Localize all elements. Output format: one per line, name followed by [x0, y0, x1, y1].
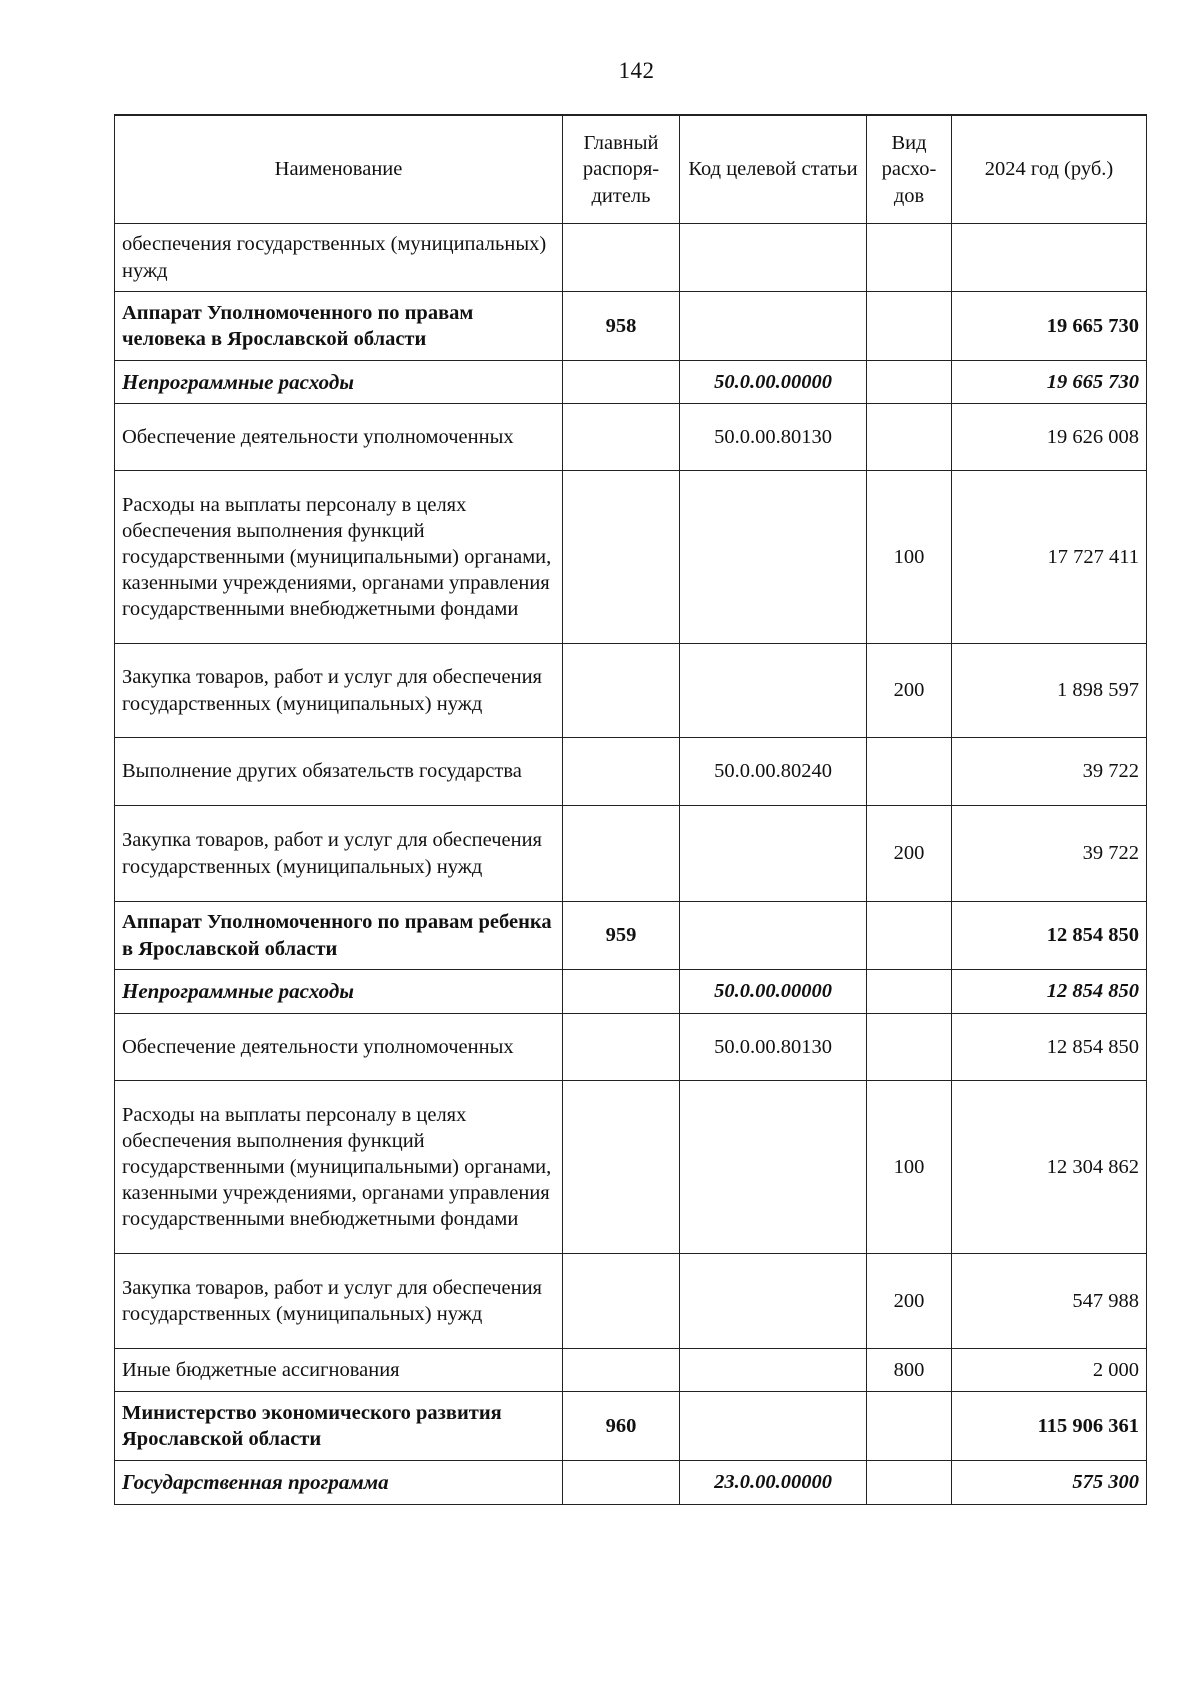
- header-name: Наименование: [115, 115, 563, 224]
- cell-vid-rashodov: [867, 902, 952, 970]
- cell-name: Аппарат Уполномоченного по правам ребенка в Ярославской области: [115, 902, 563, 970]
- cell-kod-celevoy-stati: 50.0.00.00000: [680, 970, 867, 1014]
- cell-glavny-rasporyaditel: [563, 806, 680, 902]
- header-sum-2024: 2024 год (руб.): [952, 115, 1147, 224]
- cell-kod-celevoy-stati: [680, 471, 867, 644]
- table-body: [115, 224, 1147, 1505]
- cell-vid-rashodov: 100: [867, 471, 952, 644]
- cell-vid-rashodov: [867, 970, 952, 1014]
- table-row: [115, 738, 1147, 806]
- table-row: [115, 1461, 1147, 1505]
- header-vid-rashodov: Вид расхо-дов: [867, 115, 952, 224]
- cell-name: Выполнение других обязательств государства: [115, 738, 563, 806]
- table-row: [115, 1254, 1147, 1349]
- header-glavny-rasporyaditel: Главный распоря-дитель: [563, 115, 680, 224]
- cell-kod-celevoy-stati: 50.0.00.80240: [680, 738, 867, 806]
- cell-vid-rashodov: [867, 1392, 952, 1461]
- table-row: [115, 806, 1147, 902]
- cell-kod-celevoy-stati: 23.0.00.00000: [680, 1461, 867, 1505]
- cell-vid-rashodov: [867, 292, 952, 361]
- cell-sum-2024: 2 000: [952, 1349, 1147, 1392]
- cell-kod-celevoy-stati: [680, 1392, 867, 1461]
- cell-name: Непрограммные расходы: [115, 970, 563, 1014]
- cell-glavny-rasporyaditel: [563, 644, 680, 738]
- cell-sum-2024: 12 854 850: [952, 902, 1147, 970]
- cell-glavny-rasporyaditel: 959: [563, 902, 680, 970]
- cell-kod-celevoy-stati: [680, 224, 867, 292]
- cell-kod-celevoy-stati: [680, 1254, 867, 1349]
- cell-glavny-rasporyaditel: [563, 1461, 680, 1505]
- cell-name: обеспечения государственных (муниципальных) нужд: [115, 224, 563, 292]
- cell-name: Закупка товаров, работ и услуг для обеспечения государственных (муниципальных) нужд: [115, 644, 563, 738]
- cell-name: Непрограммные расходы: [115, 361, 563, 404]
- table-row: [115, 644, 1147, 738]
- cell-vid-rashodov: [867, 738, 952, 806]
- cell-vid-rashodov: 200: [867, 1254, 952, 1349]
- cell-kod-celevoy-stati: 50.0.00.00000: [680, 361, 867, 404]
- cell-glavny-rasporyaditel: [563, 224, 680, 292]
- cell-sum-2024: 17 727 411: [952, 471, 1147, 644]
- table-header-row: [115, 115, 1147, 224]
- cell-sum-2024: 39 722: [952, 738, 1147, 806]
- cell-sum-2024: 115 906 361: [952, 1392, 1147, 1461]
- table-row: [115, 224, 1147, 292]
- cell-sum-2024: 12 854 850: [952, 1014, 1147, 1081]
- cell-sum-2024: 1 898 597: [952, 644, 1147, 738]
- cell-vid-rashodov: [867, 361, 952, 404]
- budget-table: [114, 114, 1147, 1505]
- cell-vid-rashodov: 200: [867, 806, 952, 902]
- cell-kod-celevoy-stati: [680, 644, 867, 738]
- cell-sum-2024: 12 854 850: [952, 970, 1147, 1014]
- cell-sum-2024: 575 300: [952, 1461, 1147, 1505]
- cell-vid-rashodov: 800: [867, 1349, 952, 1392]
- cell-glavny-rasporyaditel: [563, 361, 680, 404]
- cell-name: Расходы на выплаты персоналу в целях обеспечения выполнения функций государственными (муниципальными) органами, казенными учреждениями, органами управления государственными внебюджетными фондами: [115, 1081, 563, 1254]
- cell-name: Обеспечение деятельности уполномоченных: [115, 404, 563, 471]
- cell-glavny-rasporyaditel: 960: [563, 1392, 680, 1461]
- table-row: [115, 1014, 1147, 1081]
- cell-sum-2024: 19 665 730: [952, 361, 1147, 404]
- header-kod-celevoy-stati: Код целевой статьи: [680, 115, 867, 224]
- cell-sum-2024: [952, 224, 1147, 292]
- cell-name: Закупка товаров, работ и услуг для обеспечения государственных (муниципальных) нужд: [115, 1254, 563, 1349]
- table-row: [115, 1349, 1147, 1392]
- cell-name: Аппарат Уполномоченного по правам человека в Ярославской области: [115, 292, 563, 361]
- table-row: [115, 902, 1147, 970]
- cell-vid-rashodov: [867, 1014, 952, 1081]
- cell-vid-rashodov: 100: [867, 1081, 952, 1254]
- cell-sum-2024: 19 626 008: [952, 404, 1147, 471]
- page-number: 142: [618, 58, 655, 83]
- table-row: [115, 404, 1147, 471]
- cell-glavny-rasporyaditel: [563, 471, 680, 644]
- cell-sum-2024: 547 988: [952, 1254, 1147, 1349]
- cell-kod-celevoy-stati: [680, 1081, 867, 1254]
- table-row: [115, 471, 1147, 644]
- cell-name: Закупка товаров, работ и услуг для обеспечения государственных (муниципальных) нужд: [115, 806, 563, 902]
- cell-kod-celevoy-stati: [680, 806, 867, 902]
- table-row: [115, 361, 1147, 404]
- cell-glavny-rasporyaditel: [563, 1014, 680, 1081]
- table-row: [115, 1392, 1147, 1461]
- cell-glavny-rasporyaditel: 958: [563, 292, 680, 361]
- cell-glavny-rasporyaditel: [563, 1081, 680, 1254]
- cell-glavny-rasporyaditel: [563, 1349, 680, 1392]
- table-row: [115, 292, 1147, 361]
- cell-glavny-rasporyaditel: [563, 1254, 680, 1349]
- cell-kod-celevoy-stati: [680, 292, 867, 361]
- cell-glavny-rasporyaditel: [563, 738, 680, 806]
- cell-vid-rashodov: 200: [867, 644, 952, 738]
- cell-vid-rashodov: [867, 1461, 952, 1505]
- cell-kod-celevoy-stati: 50.0.00.80130: [680, 1014, 867, 1081]
- cell-glavny-rasporyaditel: [563, 970, 680, 1014]
- table-row: [115, 1081, 1147, 1254]
- cell-sum-2024: 19 665 730: [952, 292, 1147, 361]
- cell-name: Иные бюджетные ассигнования: [115, 1349, 563, 1392]
- cell-name: Министерство экономического развития Ярославской области: [115, 1392, 563, 1461]
- cell-name: Расходы на выплаты персоналу в целях обеспечения выполнения функций государственными (муниципальными) органами, казенными учреждениями, органами управления государственными внебюджетными фондами: [115, 471, 563, 644]
- cell-glavny-rasporyaditel: [563, 404, 680, 471]
- table-row: [115, 970, 1147, 1014]
- cell-sum-2024: 39 722: [952, 806, 1147, 902]
- cell-vid-rashodov: [867, 404, 952, 471]
- cell-name: Государственная программа: [115, 1461, 563, 1505]
- cell-name: Обеспечение деятельности уполномоченных: [115, 1014, 563, 1081]
- cell-kod-celevoy-stati: [680, 1349, 867, 1392]
- cell-kod-celevoy-stati: 50.0.00.80130: [680, 404, 867, 471]
- cell-kod-celevoy-stati: [680, 902, 867, 970]
- cell-vid-rashodov: [867, 224, 952, 292]
- cell-sum-2024: 12 304 862: [952, 1081, 1147, 1254]
